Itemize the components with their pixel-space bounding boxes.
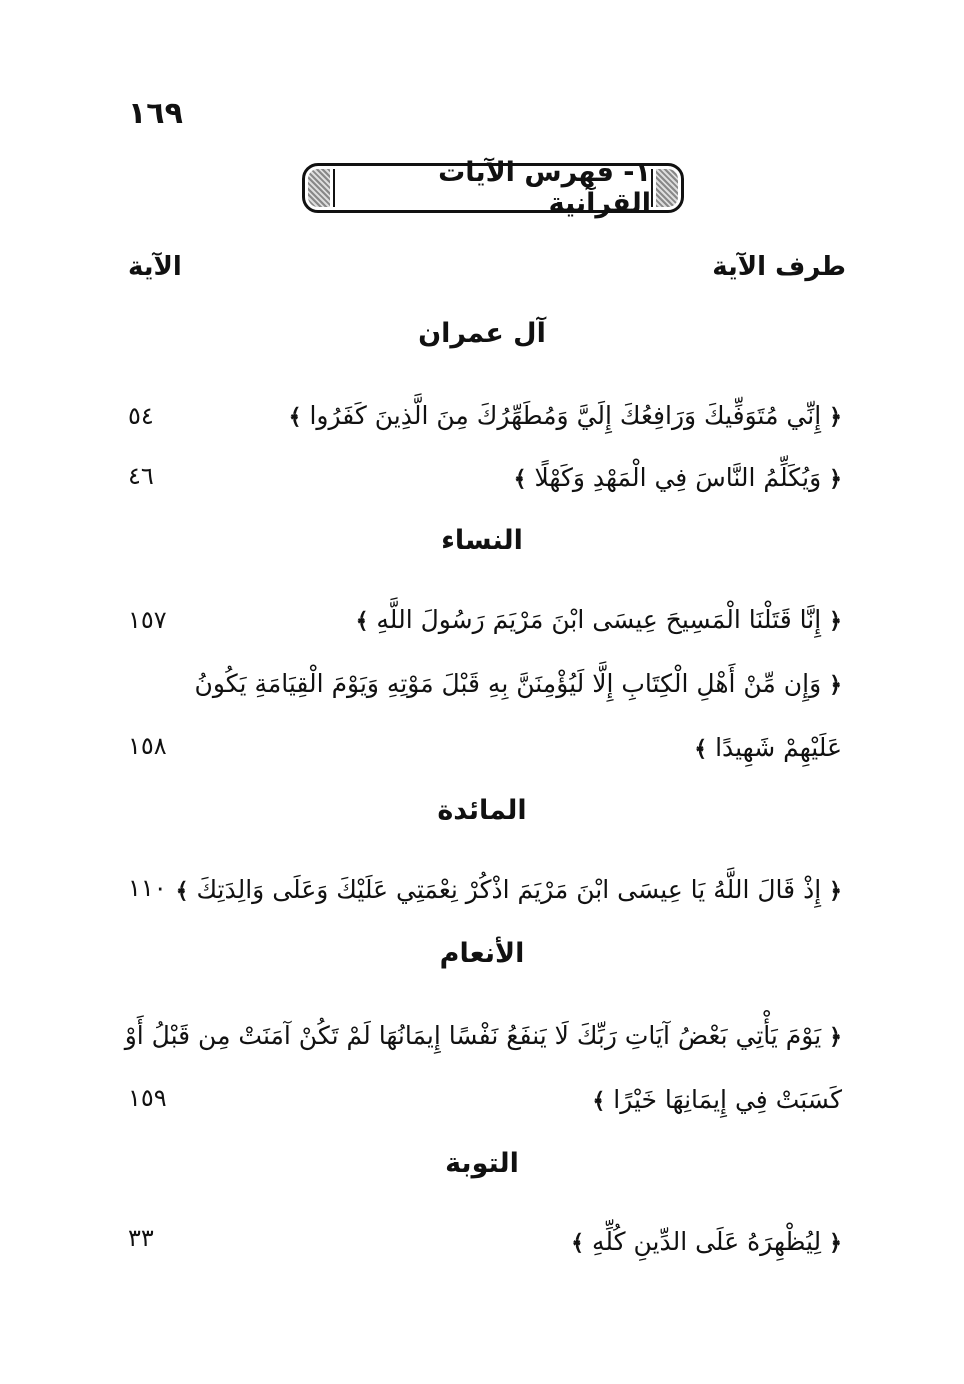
verse-text: عَلَيْهِمْ شَهِيدًا	[715, 733, 842, 762]
verse-line-continuation	[230, 1080, 842, 1122]
verse-line	[175, 870, 842, 912]
close-bracket: ﴾	[694, 737, 708, 762]
open-bracket: ﴿	[829, 1231, 842, 1256]
page-number: ١٦٩	[128, 96, 183, 131]
verse-line	[230, 458, 842, 500]
close-bracket: ﴾	[513, 467, 527, 492]
verse-text: إِنَّا قَتَلْنَا الْمَسِيحَ عِيسَى ابْنَ مَرْيَمَ رَسُولَ اللَّهِ	[376, 605, 822, 634]
verse-number: ٤٦	[128, 462, 154, 490]
section-heading-al-maida: المائدة	[437, 795, 527, 826]
verse-text: كَسَبَتْ فِي إِيمَانِهَا خَيْرًا	[613, 1085, 842, 1114]
close-bracket: ﴾	[288, 405, 302, 430]
index-title: ١- فهرس الآيات القرآنية	[333, 169, 653, 207]
verse-number: ١٥٧	[128, 606, 167, 634]
verse-text: إِنِّي مُتَوَفِّيكَ وَرَافِعُكَ إِلَيَّ وَمُطَهِّرُكَ مِنَ الَّذِينَ كَفَرُوا	[309, 401, 822, 430]
open-bracket: ﴿	[829, 405, 842, 430]
verse-number: ١٥٨	[128, 732, 167, 760]
verse-line	[124, 1016, 842, 1058]
section-heading-at-tawba: التوبة	[445, 1148, 519, 1179]
verse-text: إِذْ قَالَ اللَّهُ يَا عِيسَى ابْنَ مَرْيَمَ اذْكُرْ نِعْمَتِي عَلَيْكَ وَعَلَى وَالِدَتِكَ	[196, 875, 822, 904]
verse-text: وَيُكَلِّمُ النَّاسَ فِي الْمَهْدِ وَكَهْلًا	[534, 463, 822, 492]
verse-text: لِيُظْهِرَهُ عَلَى الدِّينِ كُلِّهِ	[591, 1227, 822, 1256]
verse-number: ٥٤	[128, 402, 154, 430]
verse-number: ١١٠	[128, 874, 167, 902]
verse-line-continuation	[230, 728, 842, 770]
verse-number: ١٥٩	[128, 1084, 167, 1112]
verse-line	[194, 664, 842, 706]
close-bracket: ﴾	[592, 1089, 606, 1114]
close-bracket: ﴾	[355, 609, 369, 634]
close-bracket: ﴾	[571, 1231, 584, 1256]
open-bracket: ﴿	[829, 879, 842, 904]
verse-text: وَإِن مِّنْ أَهْلِ الْكِتَابِ إِلَّا لَيُؤْمِنَنَّ بِهِ قَبْلَ مَوْتِهِ وَيَوْمَ الْقِيَامَةِ يَكُونُ	[194, 669, 822, 698]
section-heading-an-nisa: النساء	[441, 525, 523, 556]
verse-line	[230, 396, 842, 438]
open-bracket: ﴿	[829, 673, 842, 698]
number-column-header: الآية	[128, 252, 182, 282]
close-bracket: ﴾	[175, 879, 189, 904]
open-bracket: ﴿	[829, 467, 842, 492]
verse-column-header: طرف الآية	[712, 252, 846, 282]
section-heading-al-imran: آل عمران	[418, 318, 546, 349]
section-heading-al-anam: الأنعام	[439, 938, 525, 969]
verse-number: ٣٣	[128, 1224, 154, 1252]
verse-line	[230, 1222, 842, 1264]
open-bracket: ﴿	[829, 1025, 842, 1050]
verse-line	[230, 600, 842, 642]
open-bracket: ﴿	[829, 609, 842, 634]
index-title-box	[302, 157, 684, 219]
verse-text: يَوْمَ يَأْتِي بَعْضُ آيَاتِ رَبِّكَ لَا يَنفَعُ نَفْسًا إِيمَانُهَا لَمْ تَكُنْ آمَنَتْ مِن قَبْلُ أَوْ	[124, 1021, 822, 1050]
